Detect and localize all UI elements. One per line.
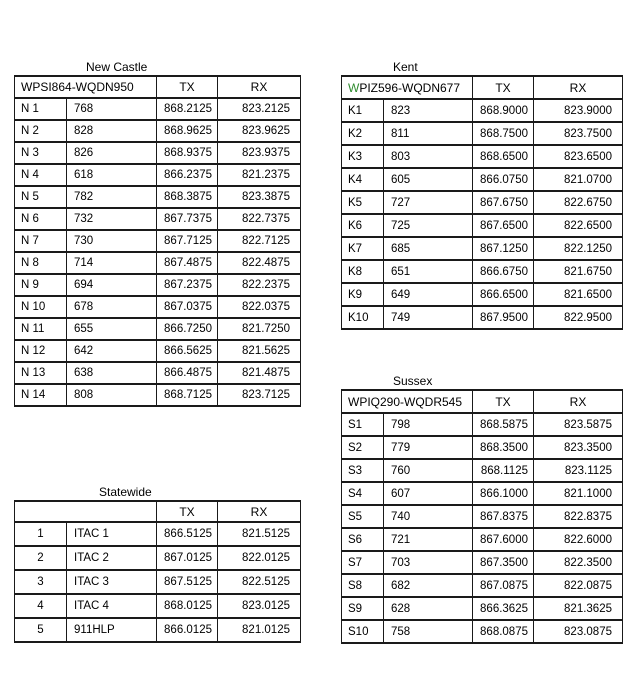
channel-cell: K8 (342, 260, 384, 283)
table-row (342, 214, 623, 237)
tx-frequency-cell: 867.0125 (157, 546, 218, 570)
number-cell: 911HLP (67, 618, 157, 642)
rx-frequency-cell: 823.0125 (218, 594, 301, 618)
number-cell: 779 (384, 436, 473, 459)
channel-cell: N 4 (15, 164, 67, 186)
rx-frequency-cell: 821.6500 (534, 283, 623, 306)
rx-frequency-cell: 822.6500 (534, 214, 623, 237)
tx-frequency-cell: 868.3875 (157, 186, 218, 208)
channel-cell: K4 (342, 168, 384, 191)
table-row (15, 186, 301, 208)
number-cell: 655 (67, 318, 157, 340)
tx-frequency-cell: 867.5125 (157, 570, 218, 594)
channel-cell: N 12 (15, 340, 67, 362)
table-block-kent (341, 61, 623, 330)
number-cell: ITAC 4 (67, 594, 157, 618)
number-cell: 721 (384, 528, 473, 551)
number-cell: 618 (67, 164, 157, 186)
number-cell: 685 (384, 237, 473, 260)
tx-frequency-cell: 866.3625 (473, 597, 534, 620)
rx-frequency-cell: 822.6000 (534, 528, 623, 551)
channel-cell: 5 (15, 618, 67, 642)
number-cell: 730 (67, 230, 157, 252)
tx-frequency-cell: 868.0125 (157, 594, 218, 618)
rx-column-header: RX (534, 390, 623, 413)
tx-frequency-cell: 866.0125 (157, 618, 218, 642)
number-cell: 758 (384, 620, 473, 643)
rx-frequency-cell: 822.3500 (534, 551, 623, 574)
channel-cell: S10 (342, 620, 384, 643)
tx-frequency-cell: 867.2375 (157, 274, 218, 296)
channel-cell: N 6 (15, 208, 67, 230)
rx-frequency-cell: 823.9375 (218, 142, 301, 164)
number-cell: 727 (384, 191, 473, 214)
rx-frequency-cell: 821.7250 (218, 318, 301, 340)
tx-frequency-cell: 866.6500 (473, 283, 534, 306)
rx-frequency-cell: 821.5125 (218, 522, 301, 546)
rx-frequency-cell: 821.0700 (534, 168, 623, 191)
number-cell: 768 (67, 98, 157, 120)
callsign-part: PIZ596-WQDN677 (359, 80, 461, 95)
rx-frequency-cell: 822.6750 (534, 191, 623, 214)
table-row (15, 522, 301, 546)
channel-cell: N 8 (15, 252, 67, 274)
channel-cell: N 5 (15, 186, 67, 208)
channel-cell: K6 (342, 214, 384, 237)
table-row (15, 98, 301, 120)
tx-frequency-cell: 868.9000 (473, 99, 534, 122)
kent-table (341, 75, 623, 330)
table-row (342, 413, 623, 436)
tx-frequency-cell: 868.9375 (157, 142, 218, 164)
table-row (15, 618, 301, 642)
number-cell: 826 (67, 142, 157, 164)
table-title: Kent (393, 60, 418, 74)
tx-frequency-cell: 867.0375 (157, 296, 218, 318)
number-cell: 694 (67, 274, 157, 296)
number-cell: 808 (67, 384, 157, 406)
rx-frequency-cell: 823.5875 (534, 413, 623, 436)
tx-frequency-cell: 868.7500 (473, 122, 534, 145)
rx-frequency-cell: 823.3500 (534, 436, 623, 459)
rx-frequency-cell: 822.0875 (534, 574, 623, 597)
channel-cell: S5 (342, 505, 384, 528)
channel-cell: K1 (342, 99, 384, 122)
channel-cell: K5 (342, 191, 384, 214)
number-cell: 651 (384, 260, 473, 283)
statewide-table (14, 500, 301, 643)
table-row (15, 570, 301, 594)
channel-cell: N 10 (15, 296, 67, 318)
number-cell: 682 (384, 574, 473, 597)
tx-frequency-cell: 867.6000 (473, 528, 534, 551)
table-row (15, 120, 301, 142)
header-row (342, 76, 623, 99)
tx-frequency-cell: 867.3500 (473, 551, 534, 574)
number-cell: 803 (384, 145, 473, 168)
channel-cell: K7 (342, 237, 384, 260)
table-row (15, 252, 301, 274)
number-cell: 725 (384, 214, 473, 237)
channel-cell: 4 (15, 594, 67, 618)
tx-frequency-cell: 866.2375 (157, 164, 218, 186)
table-title: New Castle (86, 60, 148, 74)
tx-frequency-cell: 868.5875 (473, 413, 534, 436)
rx-frequency-cell: 821.0125 (218, 618, 301, 642)
rx-frequency-cell: 822.9500 (534, 306, 623, 329)
sussex-table (341, 389, 623, 644)
callsign-header-cell (15, 501, 157, 522)
tx-frequency-cell: 866.1000 (473, 482, 534, 505)
table-row (15, 384, 301, 406)
tx-frequency-cell: 868.7125 (157, 384, 218, 406)
channel-cell: N 9 (15, 274, 67, 296)
number-cell: 678 (67, 296, 157, 318)
tx-frequency-cell: 868.2125 (157, 98, 218, 120)
tx-column-header: TX (473, 76, 534, 99)
rx-frequency-cell: 823.7125 (218, 384, 301, 406)
tx-frequency-cell: 868.6500 (473, 145, 534, 168)
rx-frequency-cell: 822.4875 (218, 252, 301, 274)
table-row (342, 551, 623, 574)
rx-frequency-cell: 822.2375 (218, 274, 301, 296)
table-block-statewide (14, 486, 301, 643)
channel-cell: K2 (342, 122, 384, 145)
number-cell: 740 (384, 505, 473, 528)
table-title: Statewide (99, 485, 152, 499)
tx-frequency-cell: 868.0875 (473, 620, 534, 643)
tx-frequency-cell: 868.9625 (157, 120, 218, 142)
table-block-sussex (341, 375, 623, 644)
table-row (342, 528, 623, 551)
callsign-part: WPIQ290-WQDR545 (348, 394, 463, 409)
channel-cell: N 3 (15, 142, 67, 164)
number-cell: 782 (67, 186, 157, 208)
table-row (342, 620, 623, 643)
rx-frequency-cell: 823.6500 (534, 145, 623, 168)
rx-frequency-cell: 821.2375 (218, 164, 301, 186)
rx-frequency-cell: 823.9625 (218, 120, 301, 142)
channel-cell: N 7 (15, 230, 67, 252)
table-row (342, 436, 623, 459)
number-cell: 628 (384, 597, 473, 620)
new-castle-table (14, 75, 301, 407)
number-cell: ITAC 2 (67, 546, 157, 570)
table-row (15, 164, 301, 186)
number-cell: 823 (384, 99, 473, 122)
tx-column-header: TX (157, 501, 218, 522)
callsign-header-cell (342, 76, 473, 99)
table-row (15, 296, 301, 318)
rx-frequency-cell: 821.4875 (218, 362, 301, 384)
channel-cell: S2 (342, 436, 384, 459)
rx-frequency-cell: 823.2125 (218, 98, 301, 120)
number-cell: 811 (384, 122, 473, 145)
table-row (342, 306, 623, 329)
table-row (15, 274, 301, 296)
tx-frequency-cell: 866.5625 (157, 340, 218, 362)
rx-frequency-cell: 821.5625 (218, 340, 301, 362)
rx-frequency-cell: 823.3875 (218, 186, 301, 208)
tx-frequency-cell: 867.9500 (473, 306, 534, 329)
rx-frequency-cell: 822.0125 (218, 546, 301, 570)
table-row (15, 340, 301, 362)
channel-cell: N 1 (15, 98, 67, 120)
rx-frequency-cell: 822.5125 (218, 570, 301, 594)
table-row (342, 122, 623, 145)
number-cell: 798 (384, 413, 473, 436)
table-row (342, 168, 623, 191)
channel-cell: S9 (342, 597, 384, 620)
callsign-header-cell (15, 76, 157, 98)
table-row (15, 594, 301, 618)
rx-frequency-cell: 822.1250 (534, 237, 623, 260)
rx-frequency-cell: 823.0875 (534, 620, 623, 643)
number-cell: 828 (67, 120, 157, 142)
rx-column-header: RX (534, 76, 623, 99)
tx-frequency-cell: 866.7250 (157, 318, 218, 340)
table-row (342, 99, 623, 122)
callsign-part: W (348, 80, 360, 95)
tx-frequency-cell: 867.1250 (473, 237, 534, 260)
tx-frequency-cell: 866.4875 (157, 362, 218, 384)
channel-cell: K9 (342, 283, 384, 306)
rx-frequency-cell: 823.1125 (534, 459, 623, 482)
table-row (342, 482, 623, 505)
tx-frequency-cell: 867.7125 (157, 230, 218, 252)
number-cell: 749 (384, 306, 473, 329)
callsign-header-cell (342, 390, 473, 413)
rx-frequency-cell: 822.7125 (218, 230, 301, 252)
table-row (15, 208, 301, 230)
rx-frequency-cell: 823.7500 (534, 122, 623, 145)
table-row (342, 459, 623, 482)
number-cell: ITAC 3 (67, 570, 157, 594)
number-cell: 638 (67, 362, 157, 384)
channel-cell: N 14 (15, 384, 67, 406)
number-cell: 649 (384, 283, 473, 306)
channel-cell: S4 (342, 482, 384, 505)
tx-frequency-cell: 866.5125 (157, 522, 218, 546)
table-row (342, 283, 623, 306)
tx-frequency-cell: 867.6750 (473, 191, 534, 214)
number-cell: 642 (67, 340, 157, 362)
channel-cell: S3 (342, 459, 384, 482)
number-cell: ITAC 1 (67, 522, 157, 546)
table-row (15, 546, 301, 570)
tx-column-header: TX (473, 390, 534, 413)
channel-cell: S7 (342, 551, 384, 574)
tx-frequency-cell: 867.6500 (473, 214, 534, 237)
channel-cell: K3 (342, 145, 384, 168)
header-row (15, 76, 301, 98)
header-row (342, 390, 623, 413)
table-row (15, 230, 301, 252)
table-row (15, 362, 301, 384)
tx-frequency-cell: 867.8375 (473, 505, 534, 528)
table-row (342, 145, 623, 168)
tx-frequency-cell: 868.3500 (473, 436, 534, 459)
table-row (342, 597, 623, 620)
table-title: Sussex (393, 374, 433, 388)
rx-frequency-cell: 822.7375 (218, 208, 301, 230)
number-cell: 714 (67, 252, 157, 274)
table-row (342, 574, 623, 597)
channel-cell: S8 (342, 574, 384, 597)
table-row (342, 260, 623, 283)
tx-frequency-cell: 867.0875 (473, 574, 534, 597)
number-cell: 607 (384, 482, 473, 505)
header-row (15, 501, 301, 522)
table-row (342, 191, 623, 214)
number-cell: 703 (384, 551, 473, 574)
tx-frequency-cell: 868.1125 (473, 459, 534, 482)
tx-frequency-cell: 867.4875 (157, 252, 218, 274)
table-row (15, 142, 301, 164)
channel-cell: K10 (342, 306, 384, 329)
tx-frequency-cell: 867.7375 (157, 208, 218, 230)
table-block-new-castle (14, 61, 301, 407)
channel-cell: 1 (15, 522, 67, 546)
rx-frequency-cell: 821.1000 (534, 482, 623, 505)
channel-cell: S6 (342, 528, 384, 551)
rx-frequency-cell: 822.8375 (534, 505, 623, 528)
number-cell: 760 (384, 459, 473, 482)
table-row (15, 318, 301, 340)
rx-frequency-cell: 821.6750 (534, 260, 623, 283)
channel-cell: N 11 (15, 318, 67, 340)
number-cell: 605 (384, 168, 473, 191)
channel-cell: 3 (15, 570, 67, 594)
channel-cell: N 2 (15, 120, 67, 142)
number-cell: 732 (67, 208, 157, 230)
tx-column-header: TX (157, 76, 218, 98)
rx-column-header: RX (218, 76, 301, 98)
rx-frequency-cell: 823.9000 (534, 99, 623, 122)
channel-cell: 2 (15, 546, 67, 570)
tx-frequency-cell: 866.6750 (473, 260, 534, 283)
table-row (342, 505, 623, 528)
channel-cell: N 13 (15, 362, 67, 384)
tx-frequency-cell: 866.0750 (473, 168, 534, 191)
channel-cell: S1 (342, 413, 384, 436)
rx-column-header: RX (218, 501, 301, 522)
callsign-part: WPSI864-WQDN950 (21, 80, 134, 94)
rx-frequency-cell: 822.0375 (218, 296, 301, 318)
rx-frequency-cell: 821.3625 (534, 597, 623, 620)
table-row (342, 237, 623, 260)
